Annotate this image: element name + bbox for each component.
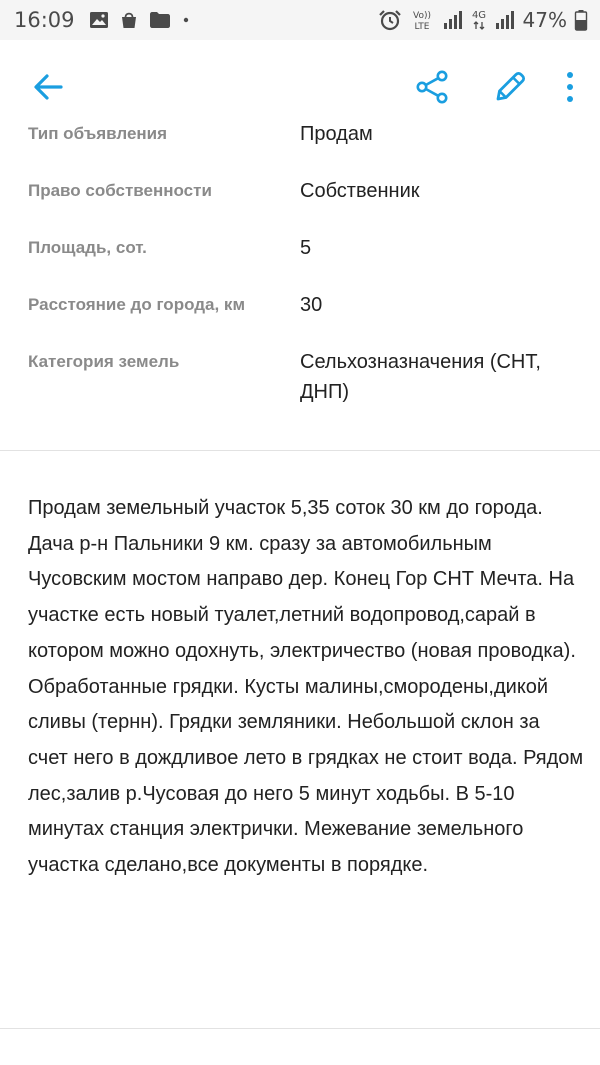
share-button[interactable]: [410, 65, 454, 109]
4g-icon: [471, 8, 487, 32]
more-button[interactable]: [560, 65, 580, 109]
svg-text:LTE: LTE: [414, 22, 430, 32]
divider: [0, 1028, 600, 1029]
alarm-icon: [378, 9, 402, 31]
property-value: 5: [300, 237, 312, 259]
property-label: Площадь, сот.: [28, 238, 147, 257]
property-value: 30: [300, 294, 323, 316]
property-value: Собственник: [300, 180, 420, 202]
property-label: Расстояние до города, км: [28, 295, 246, 314]
battery-percent: 47%: [522, 8, 567, 32]
divider: [0, 450, 600, 451]
property-list: [0, 120, 600, 434]
svg-text:Vo)): Vo)): [412, 11, 431, 21]
property-row-distance: [0, 291, 600, 348]
listing-content: [0, 123, 600, 1065]
property-label: Категория земель: [28, 352, 180, 371]
dot-icon: [181, 15, 191, 25]
share-icon: [415, 70, 449, 104]
more-vertical-icon: [565, 71, 575, 103]
folder-icon: [149, 11, 171, 29]
property-label: Право собственности: [28, 181, 212, 200]
property-row-ownership: [0, 177, 600, 234]
signal-icon: [494, 10, 516, 30]
battery-icon: [574, 9, 588, 31]
signal-icon: [442, 10, 464, 30]
svg-text:4G: 4G: [471, 10, 486, 21]
edit-button[interactable]: [488, 65, 532, 109]
property-value: Продам: [300, 123, 373, 145]
property-row-area: [0, 234, 600, 291]
volte-icon: [409, 8, 435, 32]
property-row-ad-type: [0, 120, 600, 177]
status-time: 16:09: [14, 8, 75, 32]
shopping-bag-icon: [119, 10, 139, 30]
property-label: Тип объявления: [28, 124, 168, 143]
arrow-left-icon: [32, 73, 64, 101]
listing-description: Продам земельный участок 5,35 соток 30 км до города. Дача р-н Пальники 9 км. сразу за автомобильным Чусовским мостом направо дер. Конец Гор СНТ Мечта. На участке есть новый туалет,летний водопровод,сарай в котором можно одохнуть, электричество (новая проводка). Обработанные грядки. Кусты малины,смородены,дикой сливы (тернн). Грядки земляники. Небольшой склон за счет него в дождливое лето в грядках не стоит вода. Рядом лес,залив р.Чусовая до него 5 минут ходьбы. В 5-10 минутах станция электрички. Межевание земельного участка сделано,все документы в порядке.: [28, 497, 584, 877]
edit-pencil-icon: [492, 69, 528, 105]
status-bar: [0, 0, 600, 40]
image-icon: [89, 11, 109, 29]
back-button[interactable]: [28, 67, 68, 107]
property-row-land-category: [0, 348, 600, 434]
property-value: Сельхозназначения (СНТ, ДНП): [300, 351, 541, 403]
